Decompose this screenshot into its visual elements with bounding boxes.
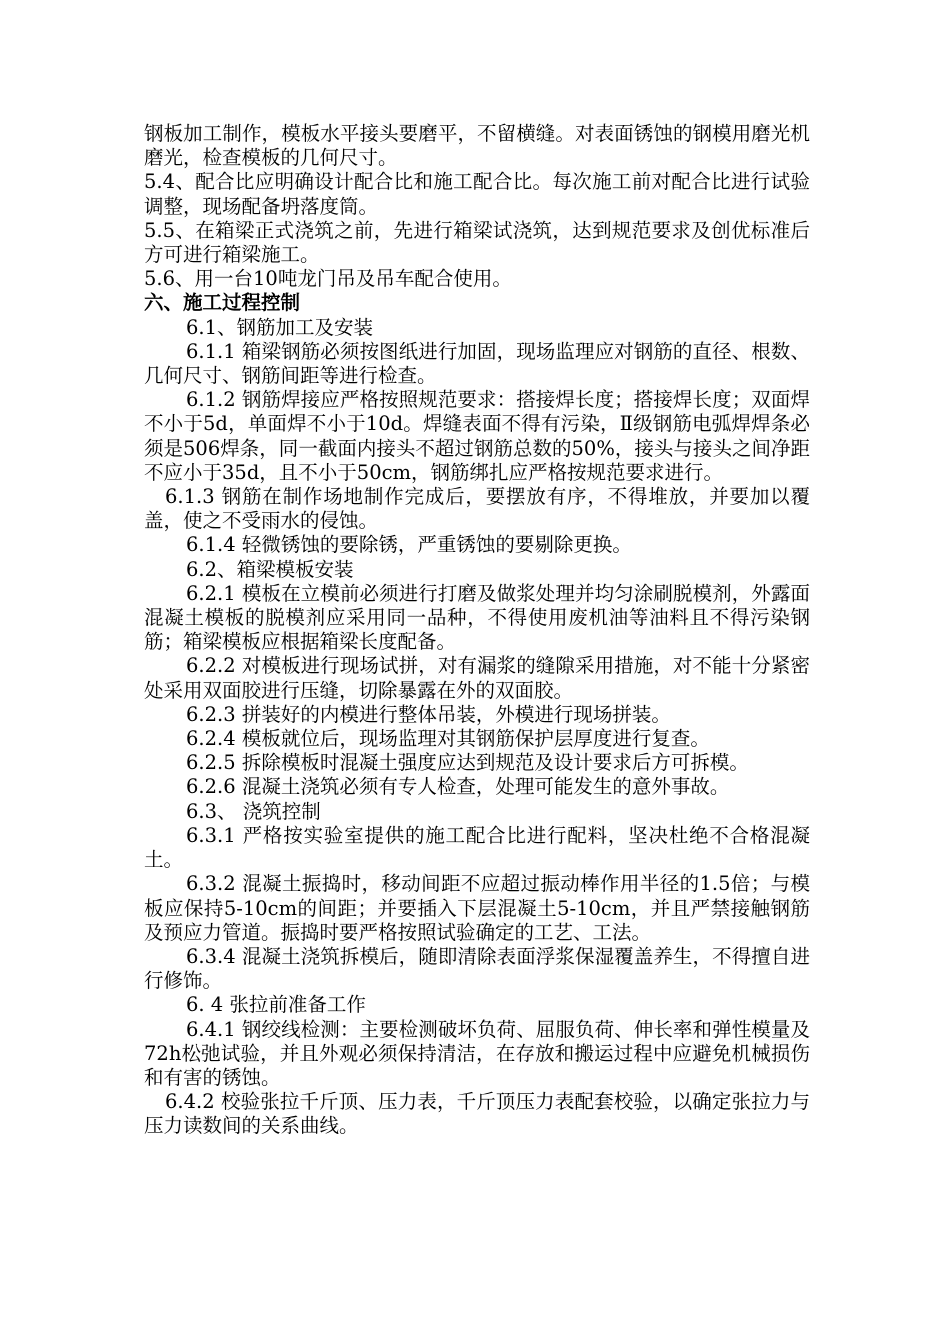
subsection-6-4: 6. 4 张拉前准备工作 bbox=[186, 993, 366, 1017]
paragraph-6-1-1: 6.1.1 箱梁钢筋必须按图纸进行加固，现场监理应对钢筋的直径、根数、几何尺寸、钢筋间距等进行检查。 bbox=[144, 339, 810, 388]
subsection-6-2: 6.2、箱梁模板安装 bbox=[186, 557, 354, 581]
paragraph-6-3-2: 6.3.2 混凝土振捣时，移动间距不应超过振动棒作用半径的1.5倍；与模板应保持5-10cm的间距；并要插入下层混凝土5-10cm，并且严禁接触钢筋及预应力管道。振捣时要严格按照试验确定的工艺、工法。 bbox=[144, 872, 810, 944]
subsection-6-3: 6.3、 浇筑控制 bbox=[186, 799, 321, 823]
paragraph-6-1-3: 6.1.3 钢筋在制作场地制作完成后，要摆放有序，不得堆放，并要加以覆盖，使之不受雨水的侵蚀。 bbox=[144, 485, 810, 533]
paragraph-6-4-2: 6.4.2 校验张拉千斤顶、压力表，千斤顶压力表配套校验，以确定张拉力与压力读数间的关系曲线。 bbox=[144, 1090, 810, 1138]
paragraph-6-1-2: 6.1.2 钢筋焊接应严格按照规范要求：搭接焊长度；搭接焊长度；双面焊不小于5d，单面焊不小于10d。焊缝表面不得有污染，Ⅱ级钢筋电弧焊焊条必须是506焊条，同一截面内接头不超过钢筋总数的50%，接头与接头之间净距不应小于35d，且不小于50cm，钢筋绑扎应严格按规范要求进行。 bbox=[144, 388, 810, 484]
paragraph-6-3-4: 6.3.4 混凝土浇筑拆模后，随即清除表面浮浆保湿覆盖养生，不得擅自进行修饰。 bbox=[144, 944, 810, 993]
paragraph-6-2-3: 6.2.3 拼装好的内模进行整体吊装，外模进行现场拼装。 bbox=[186, 702, 671, 726]
paragraph-6-1-4: 6.1.4 轻微锈蚀的要除锈，严重锈蚀的要剔除更换。 bbox=[186, 533, 632, 557]
paragraph-6-4-1: 6.4.1 钢绞线检测：主要检测破坏负荷、屈服负荷、伸长率和弹性模量及72h松弛试验，并且外观必须保持清洁，在存放和搬运过程中应避免机械损伤和有害的锈蚀。 bbox=[144, 1017, 810, 1089]
paragraph-5-4: 5.4、配合比应明确设计配合比和施工配合比。每次施工前对配合比进行试验调整，现场配备坍落度筒。 bbox=[144, 170, 810, 218]
paragraph-5-6: 5.6、用一台10吨龙门吊及吊车配合使用。 bbox=[144, 267, 512, 291]
paragraph-6-2-5: 6.2.5 拆除模板时混凝土强度应达到规范及设计要求后方可拆模。 bbox=[186, 751, 749, 775]
paragraph-6-2-2: 6.2.2 对模板进行现场试拼，对有漏浆的缝隙采用措施，对不能十分紧密处采用双面胶进行压缝，切除暴露在外的双面胶。 bbox=[144, 654, 810, 702]
paragraph-steel-formwork: 钢板加工制作，模板水平接头要磨平，不留横缝。对表面锈蚀的钢模用磨光机磨光，检查模板的几何尺寸。 bbox=[144, 122, 810, 170]
paragraph-6-3-1: 6.3.1 严格按实验室提供的施工配合比进行配料，坚决杜绝不合格混凝土。 bbox=[144, 823, 810, 872]
subsection-6-1: 6.1、钢筋加工及安装 bbox=[186, 315, 374, 339]
paragraph-6-2-6: 6.2.6 混凝土浇筑必须有专人检查，处理可能发生的意外事故。 bbox=[186, 775, 730, 799]
paragraph-6-2-4: 6.2.4 模板就位后，现场监理对其钢筋保护层厚度进行复查。 bbox=[186, 727, 710, 751]
section-heading-6: 六、施工过程控制 bbox=[144, 291, 301, 315]
paragraph-6-2-1: 6.2.1 模板在立模前必须进行打磨及做浆处理并均匀涂刷脱模剂，外露面混凝土模板的脱模剂应采用同一品种，不得使用废机油等油料且不得污染钢筋；箱梁模板应根据箱梁长度配备。 bbox=[144, 581, 810, 654]
document-page bbox=[144, 122, 810, 1139]
paragraph-5-5: 5.5、在箱梁正式浇筑之前，先进行箱梁试浇筑，达到规范要求及创优标准后方可进行箱梁施工。 bbox=[144, 218, 810, 267]
